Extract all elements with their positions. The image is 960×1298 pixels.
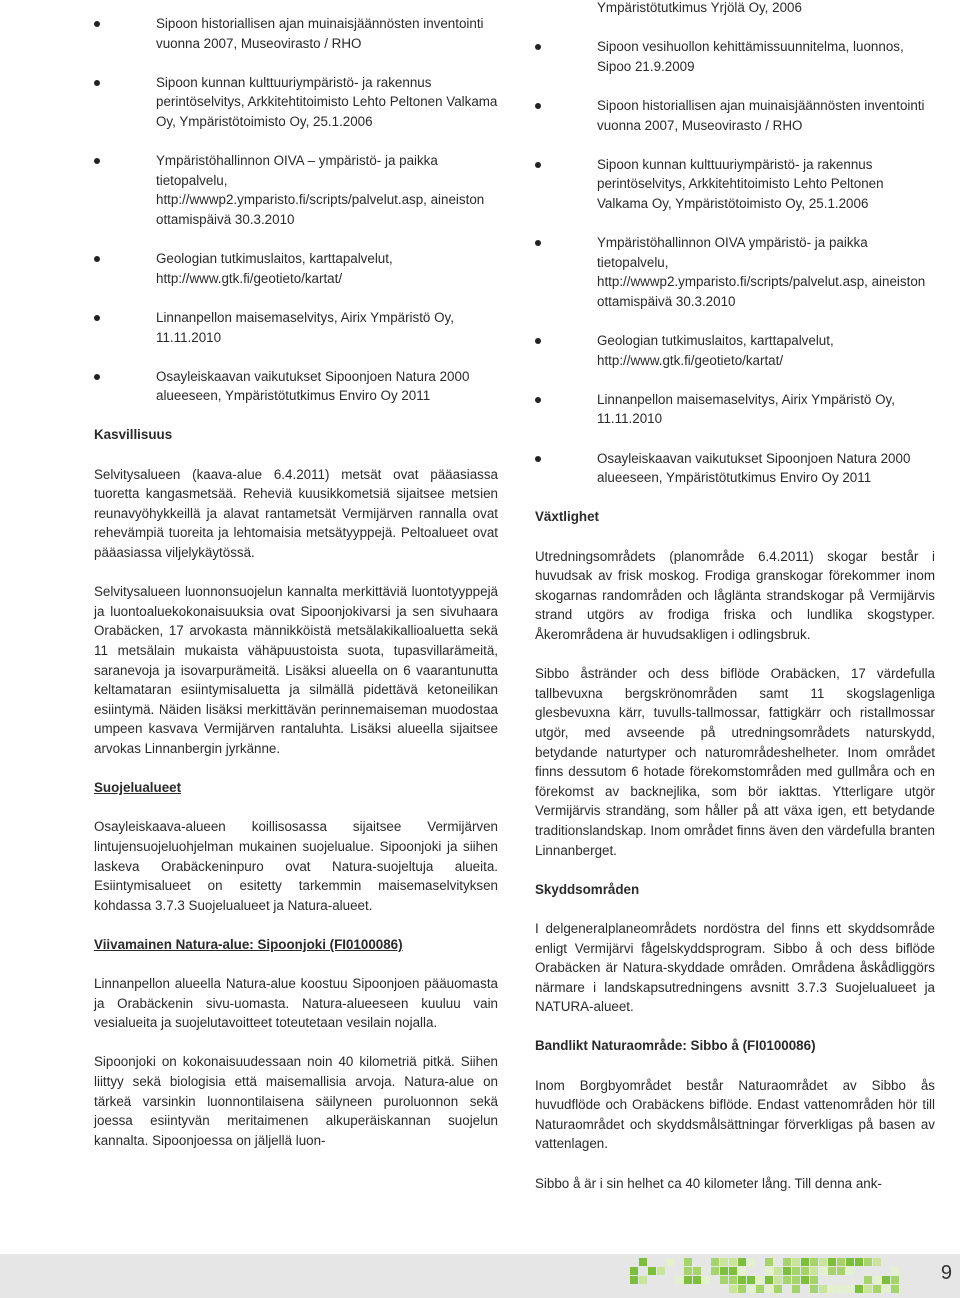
bullet-icon (94, 374, 100, 380)
bullet-icon (535, 162, 541, 168)
pattern-tile (873, 1258, 881, 1266)
pattern-tile (783, 1258, 791, 1266)
pattern-tile (846, 1276, 854, 1284)
pattern-tile (882, 1276, 890, 1284)
pattern-tile (783, 1267, 791, 1275)
pattern-tile (864, 1267, 872, 1275)
list-item: Linnanpellon maisemaselvitys, Airix Ympäristö Oy, 11.11.2010 (535, 390, 935, 429)
kasvillisuus-paragraph-2: Selvitysalueen luonnonsuojelun kannalta merkittäviä luontotyyppejä ja luontoaluekokonaisuuksia ovat Sipoonjokivarsi ja sen sivuhaara Orabäcken, 17 arvokasta männikköistä metsälakikallioaluetta sekä 11 metsälain mukaista vähäpuustoista suota, tupasvillarämeitä, saranevoja ja isovarpurämeitä. Lisäksi alueella on 6 vaarantunutta keltamataran esiintymisaluetta ja silmällä pidettävä ketoneilikan esiintymä. Näiden lisäksi merkittävän perinnemaiseman muodostaa umpeen kasvava Vermijärven rantaluhta. Lisäksi alueella sijaitsee arvokas Linnanbergin jyrkänne. (94, 584, 498, 756)
pattern-tile (747, 1276, 755, 1284)
bandlikt-paragraph-1: Inom Borgbyområdet består Naturaområdet av Sibbo ås huvudflöde och Orabäckens biflöde. Endast vattenområden hör till Naturaområdet och skyddsmålsättningar förverkligas på basen av vattenlagen. (535, 1077, 935, 1152)
pattern-tile (747, 1267, 755, 1275)
pattern-tile (720, 1276, 728, 1284)
pattern-tile (828, 1267, 836, 1275)
vaxtlighet-heading: Växtlighet (535, 509, 599, 525)
pattern-tile (648, 1276, 656, 1284)
pattern-tile (828, 1258, 836, 1266)
left-column (94, 14, 498, 1170)
suojelualueet-heading: Suojelualueet (94, 780, 182, 796)
left-reference-list (94, 14, 498, 406)
pattern-tile (837, 1258, 845, 1266)
pattern-tile (756, 1285, 764, 1293)
pattern-tile (837, 1285, 845, 1293)
pattern-tile (639, 1267, 647, 1275)
list-item: Geologian tutkimuslaitos, karttapalvelut, http://www.gtk.fi/geotieto/kartat/ (535, 331, 935, 370)
pattern-tile (720, 1267, 728, 1275)
pattern-tile (891, 1258, 899, 1266)
pattern-tile (648, 1267, 656, 1275)
pattern-tile (819, 1258, 827, 1266)
pattern-tile (684, 1267, 692, 1275)
pattern-tile (801, 1276, 809, 1284)
pattern-tile (873, 1276, 881, 1284)
pattern-tile (855, 1285, 863, 1293)
kasvillisuus-paragraph-1: Selvitysalueen (kaava-alue 6.4.2011) metsät ovat pääasiassa tuoretta kangasmetsää. Reheviä kuusikkometsiä sijaitsee metsien reunavyöhykkeillä ja alavat rantametsät Vermijärven rannalla ovat rehevämpiä tuoreita ja lehtomaisia metsätyyppejä. Peltoalueet ovat pääasiassa viljelykäytössä. (94, 466, 498, 561)
pattern-tile (810, 1276, 818, 1284)
vaxtlighet-paragraph-2: Sibbo åstränder och dess biflöde Orabäcken, 17 värdefulla tallbevuxna bergskrönområden samt 11 skogslagenliga glesbevuxna kärr, tuvulls-tallmossar, fattigkärr och ristallmossar utgör, med avseende på utredningsområdets naturskydd, betydande naturtyper och naturområdeshelheter. Inom området finns dessutom 6 hotade förekomstområden med gullmåra och en förekomst av backnejlika, som bör iakttas. Ytterligare utgör Vermijärvis strandäng, som håller på att växa igen, ett betydande traditionslandskap. Inom området finns även den värdefulla branten Linnanberget. (535, 666, 935, 858)
pattern-tile (684, 1258, 692, 1266)
pattern-tile (765, 1258, 773, 1266)
pattern-tile (837, 1276, 845, 1284)
pattern-tile (621, 1276, 629, 1284)
pattern-tile (783, 1285, 791, 1293)
suojelualueet-paragraph: Osayleiskaava-alueen koillisosassa sijaitsee Vermijärven lintujensuojeluohjelman mukainen suojelualue. Sipoonjoki ja siihen laskeva Orabäckeninpuro ovat Natura-suojeltuja alueita. Esiintymisalueet on esitetty tarkemmin maisemaselvityksen kohdassa 3.7.3 Suojelualueet ja Natura-alueet. (94, 819, 498, 913)
pattern-tile (720, 1258, 728, 1266)
pattern-tile (792, 1276, 800, 1284)
bullet-icon (535, 456, 541, 462)
pattern-tile (873, 1285, 881, 1293)
pattern-tile (693, 1276, 701, 1284)
pattern-tile (774, 1258, 782, 1266)
pattern-tile (711, 1276, 719, 1284)
pattern-tile (711, 1267, 719, 1275)
pattern-tile (801, 1258, 809, 1266)
pattern-tile (756, 1258, 764, 1266)
pattern-tile (621, 1258, 629, 1266)
pattern-tile (765, 1267, 773, 1275)
pattern-tile (873, 1267, 881, 1275)
pattern-tile (819, 1276, 827, 1284)
pattern-tile (738, 1285, 746, 1293)
pattern-tile (882, 1285, 890, 1293)
pattern-tile (639, 1258, 647, 1266)
pattern-tile (747, 1285, 755, 1293)
bandlikt-heading: Bandlikt Naturaområde: Sibbo å (FI0100086) (535, 1038, 816, 1054)
bullet-icon (535, 397, 541, 403)
pattern-tile (747, 1258, 755, 1266)
pattern-tile (756, 1267, 764, 1275)
natura-paragraph-1: Linnanpellon alueella Natura-alue koostuu Sipoonjoen pääuomasta ja Orabäckenin sivu-uomasta. Natura-alueeseen kuuluu vain vesialueita ja suojelutavoitteet toteutetaan vesilain nojalla. (94, 976, 498, 1031)
pattern-tile (675, 1276, 683, 1284)
pattern-tile (666, 1258, 674, 1266)
pattern-tile (819, 1285, 827, 1293)
pattern-tile (738, 1276, 746, 1284)
pattern-tile (774, 1276, 782, 1284)
pattern-tile (891, 1276, 899, 1284)
natura-paragraph-2: Sipoonjoki on kokonaisuudessaan noin 40 kilometriä pitkä. Siihen liittyy sekä biologisia että maisemallisia arvoja. Natura-alue on tärkeä varsinkin luonnontilaisena säilyneen puroluonnon sekä joessa esiintyvän meritaimenen alkuperäiskannan suojelun kannalta. Sipoonjoessa on jäljellä luon- (94, 1054, 498, 1148)
list-item: Geologian tutkimuslaitos, karttapalvelut, http://www.gtk.fi/geotieto/kartat/ (94, 249, 498, 288)
list-item: Osayleiskaavan vaikutukset Sipoonjoen Natura 2000 alueeseen, Ympäristötutkimus Enviro Oy 2011 (94, 367, 498, 406)
pattern-tile (846, 1285, 854, 1293)
list-item: Ympäristöhallinnon OIVA – ympäristö- ja paikka tietopalvelu, http://wwwp2.ymparisto.fi/scripts/palvelut.asp, aineiston ottamispäivä 30.3.2010 (94, 151, 498, 229)
pattern-tile (810, 1258, 818, 1266)
pattern-tile (774, 1285, 782, 1293)
list-item: Sipoon historiallisen ajan muinaisjäännösten inventointi vuonna 2007, Museovirasto / RHO (94, 14, 498, 53)
pattern-tile (621, 1267, 629, 1275)
pattern-tile (837, 1267, 845, 1275)
list-item: Sipoon vesihuollon kehittämissuunnitelma, luonnos, Sipoo 21.9.2009 (535, 37, 935, 76)
pattern-tile (648, 1258, 656, 1266)
pattern-tile (783, 1276, 791, 1284)
pattern-tile (738, 1258, 746, 1266)
pattern-tile (792, 1267, 800, 1275)
pattern-tile (855, 1276, 863, 1284)
pattern-tile (819, 1267, 827, 1275)
pattern-tile (846, 1267, 854, 1275)
list-item: Linnanpellon maisemaselvitys, Airix Ympäristö Oy, 11.11.2010 (94, 308, 498, 347)
pattern-tile (864, 1285, 872, 1293)
pattern-tile (702, 1276, 710, 1284)
vaxtlighet-paragraph-1: Utredningsområdets (planområde 6.4.2011) skogar består i huvudsak av frisk moskog. Frodiga granskogar förekommer inom skogarnas randområden och låglänta strandskogar på Vermijärvis strand utgörs av frodiga friska och lundlika skogstyper. Åkerområdena är huvudsakligen i odlingsbruk. (535, 548, 935, 642)
skyddsomraden-paragraph: I delgeneralplaneområdets nordöstra del finns ett skyddsområde enligt Vermijärvi fågelskyddsprogram. Sibbo å och dess biflöde Orabäcken är Natura-skyddade områden. Områdena åskådliggörs närmare i landskapsutredningens avsnitt 3.7.3 Suojelualueet ja NATURA-alueet. (535, 920, 935, 1015)
list-item: Sipoon kunnan kulttuuriympäristö- ja rakennus perintöselvitys, Arkkitehtitoimisto Lehto Peltonen Valkama Oy, Ympäristötoimisto Oy, 25.1.2006 (94, 73, 498, 132)
footer-decorative-pattern (620, 1258, 900, 1294)
pattern-tile (828, 1285, 836, 1293)
pattern-tile (882, 1267, 890, 1275)
pattern-tile (801, 1267, 809, 1275)
bandlikt-paragraph-2: Sibbo å är i sin helhet ca 40 kilometer lång. Till denna ank- (535, 1175, 882, 1191)
right-reference-list (535, 37, 935, 488)
bullet-icon (94, 315, 100, 321)
pattern-tile (729, 1258, 737, 1266)
pattern-tile (675, 1267, 683, 1275)
pattern-tile (891, 1285, 899, 1293)
pattern-tile (729, 1276, 737, 1284)
pattern-tile (702, 1267, 710, 1275)
pattern-tile (756, 1276, 764, 1284)
bullet-icon (94, 158, 100, 164)
bullet-icon (94, 256, 100, 262)
pattern-tile (864, 1258, 872, 1266)
list-item: Ympäristöhallinnon OIVA ympäristö- ja paikka tietopalvelu, http://wwwp2.ymparisto.fi/scripts/palvelut.asp, aineiston ottamispäivä 30.3.2010 (535, 233, 935, 311)
pattern-tile (765, 1276, 773, 1284)
skyddsomraden-heading: Skyddsområden (535, 881, 640, 897)
pattern-tile (855, 1267, 863, 1275)
natura-heading: Viivamainen Natura-alue: Sipoonjoki (FI0100086) (94, 936, 403, 952)
pattern-tile (630, 1258, 638, 1266)
pattern-tile (630, 1276, 638, 1284)
pattern-tile (666, 1267, 674, 1275)
pattern-tile (711, 1258, 719, 1266)
kasvillisuus-heading: Kasvillisuus (94, 427, 173, 443)
pattern-tile (693, 1258, 701, 1266)
pattern-tile (792, 1285, 800, 1293)
pattern-tile (693, 1267, 701, 1275)
pattern-tile (792, 1258, 800, 1266)
bullet-icon (535, 44, 541, 50)
pattern-tile (738, 1267, 746, 1275)
pattern-tile (630, 1267, 638, 1275)
list-item: Sipoon kunnan kulttuuriympäristö- ja rakennus perintöselvitys, Arkkitehtitoimisto Lehto Peltonen Valkama Oy, Ympäristötoimisto Oy, 25.1.2006 (535, 155, 935, 214)
pattern-tile (801, 1285, 809, 1293)
bullet-icon (535, 240, 541, 246)
page-number: 9 (940, 1262, 952, 1284)
pattern-tile (702, 1258, 710, 1266)
pattern-tile (891, 1267, 899, 1275)
pattern-tile (729, 1285, 737, 1293)
pattern-tile (864, 1276, 872, 1284)
pattern-tile (828, 1276, 836, 1284)
pattern-tile (639, 1276, 647, 1284)
bullet-icon (94, 80, 100, 86)
pattern-tile (774, 1267, 782, 1275)
continued-reference: Ympäristötutkimus Yrjölä Oy, 2006 (597, 0, 802, 15)
pattern-tile (810, 1285, 818, 1293)
pattern-tile (855, 1258, 863, 1266)
bullet-icon (535, 338, 541, 344)
pattern-tile (657, 1276, 665, 1284)
pattern-tile (657, 1267, 665, 1275)
list-item: Sipoon historiallisen ajan muinaisjäännösten inventointi vuonna 2007, Museovirasto / RHO (535, 96, 935, 135)
pattern-tile (765, 1285, 773, 1293)
pattern-tile (657, 1258, 665, 1266)
bullet-icon (94, 21, 100, 27)
pattern-tile (666, 1276, 674, 1284)
bullet-icon (535, 103, 541, 109)
pattern-tile (810, 1267, 818, 1275)
pattern-tile (729, 1267, 737, 1275)
pattern-tile (675, 1258, 683, 1266)
list-item: Osayleiskaavan vaikutukset Sipoonjoen Natura 2000 alueeseen, Ympäristötutkimus Enviro Oy 2011 (535, 449, 935, 488)
pattern-tile (846, 1258, 854, 1266)
right-column (535, 0, 935, 1213)
pattern-tile (882, 1258, 890, 1266)
pattern-tile (684, 1276, 692, 1284)
